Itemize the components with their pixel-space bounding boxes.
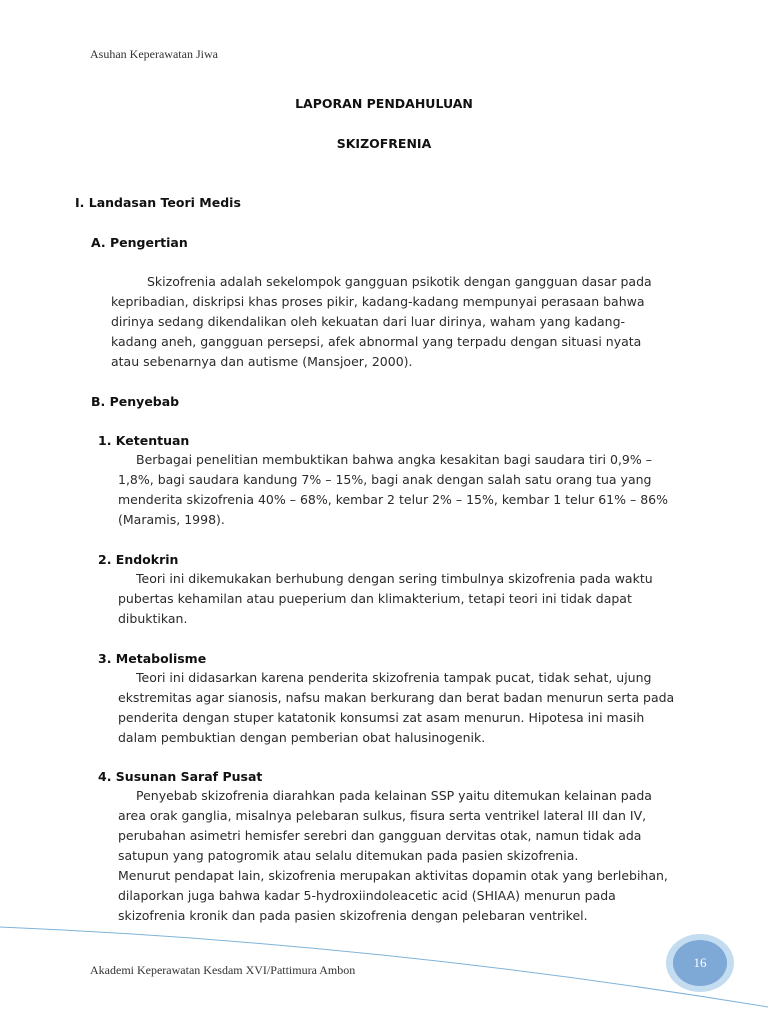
document-subtitle: SKIZOFRENIA (336, 136, 432, 151)
paragraph-line: Menurut pendapat lain, skizofrenia merupakan aktivitas dopamin otak yang berlebihan, (118, 868, 668, 883)
susunan-saraf-pusat-paragraph (118, 786, 668, 926)
paragraph-line: perubahan asimetri hemisfer serebri dan gangguan dervitas otak, namun tidak ada (118, 828, 642, 843)
item-heading-susunan-saraf-pusat: 4. Susunan Saraf Pusat (98, 769, 263, 784)
paragraph-line: 1,8%, bagi saudara kandung 7% – 15%, bagi anak dengan salah satu orang tua yang (118, 472, 652, 487)
paragraph-line: skizofrenia kronik dan pada pasien skizofrenia dengan pelebaran ventrikel. (118, 908, 588, 923)
document-title: LAPORAN PENDAHULUAN (295, 96, 473, 111)
paragraph-line: kepribadian, diskripsi khas proses pikir, kadang-kadang mempunyai perasaan bahwa (111, 294, 645, 309)
subsection-heading-pengertian: A. Pengertian (91, 235, 188, 250)
item-heading-endokrin: 2. Endokrin (98, 552, 179, 567)
paragraph-line: dalam pembuktian dengan pemberian obat halusinogenik. (118, 730, 486, 745)
paragraph-line: ekstremitas agar sianosis, nafsu makan berkurang dan berat badan menurun serta pada (118, 690, 675, 705)
footer-institution: Akademi Keperawatan Kesdam XVI/Pattimura Ambon (90, 963, 356, 977)
paragraph-line: kadang aneh, gangguan persepsi, afek abnormal yang terpadu dengan situasi nyata (111, 334, 642, 349)
paragraph-line: pubertas kehamilan atau pueperium dan klimakterium, tetapi teori ini tidak dapat (118, 591, 632, 606)
endokrin-paragraph (118, 569, 653, 629)
paragraph-line: dibuktikan. (118, 611, 188, 626)
item-heading-metabolisme: 3. Metabolisme (98, 651, 207, 666)
section-heading-landasan-teori: I. Landasan Teori Medis (75, 195, 241, 210)
paragraph-line: dilaporkan juga bahwa kadar 5-hydroxiindoleacetic acid (SHIAA) menurun pada (118, 888, 616, 903)
paragraph-line: dirinya sedang dikendalikan oleh kekuatan dari luar dirinya, waham yang kadang- (111, 314, 626, 329)
paragraph-line: Skizofrenia adalah sekelompok gangguan psikotik dengan gangguan dasar pada (147, 274, 652, 289)
paragraph-line: Teori ini didasarkan karena penderita skizofrenia tampak pucat, tidak sehat, ujung (136, 670, 652, 685)
metabolisme-paragraph (118, 668, 674, 748)
item-heading-ketentuan: 1. Ketentuan (98, 433, 190, 448)
paragraph-line: menderita skizofrenia 40% – 68%, kembar 2 telur 2% – 15%, kembar 1 telur 61% – 86% (118, 492, 668, 507)
paragraph-line: atau sebenarnya dan autisme (Mansjoer, 2000). (111, 354, 413, 369)
ketentuan-paragraph (118, 450, 668, 530)
paragraph-line: Teori ini dikemukakan berhubung dengan sering timbulnya skizofrenia pada waktu (136, 571, 653, 586)
paragraph-line: area orak ganglia, misalnya pelebaran sulkus, fisura serta ventrikel lateral III dan IV, (118, 808, 647, 823)
paragraph-line: (Maramis, 1998). (118, 512, 225, 527)
running-header: Asuhan Keperawatan Jiwa (90, 47, 218, 61)
paragraph-line: satupun yang patogromik atau selalu ditemukan pada pasien skizofrenia. (118, 848, 579, 863)
paragraph-line: Penyebab skizofrenia diarahkan pada kelainan SSP yaitu ditemukan kelainan pada (136, 788, 652, 803)
subsection-heading-penyebab: B. Penyebab (91, 394, 180, 409)
paragraph-line: penderita dengan stuper katatonik konsumsi zat asam menurun. Hipotesa ini masih (118, 710, 645, 725)
pengertian-paragraph (111, 272, 652, 372)
page-number: 16 (693, 955, 707, 970)
paragraph-line: Berbagai penelitian membuktikan bahwa angka kesakitan bagi saudara tiri 0,9% – (136, 452, 652, 467)
